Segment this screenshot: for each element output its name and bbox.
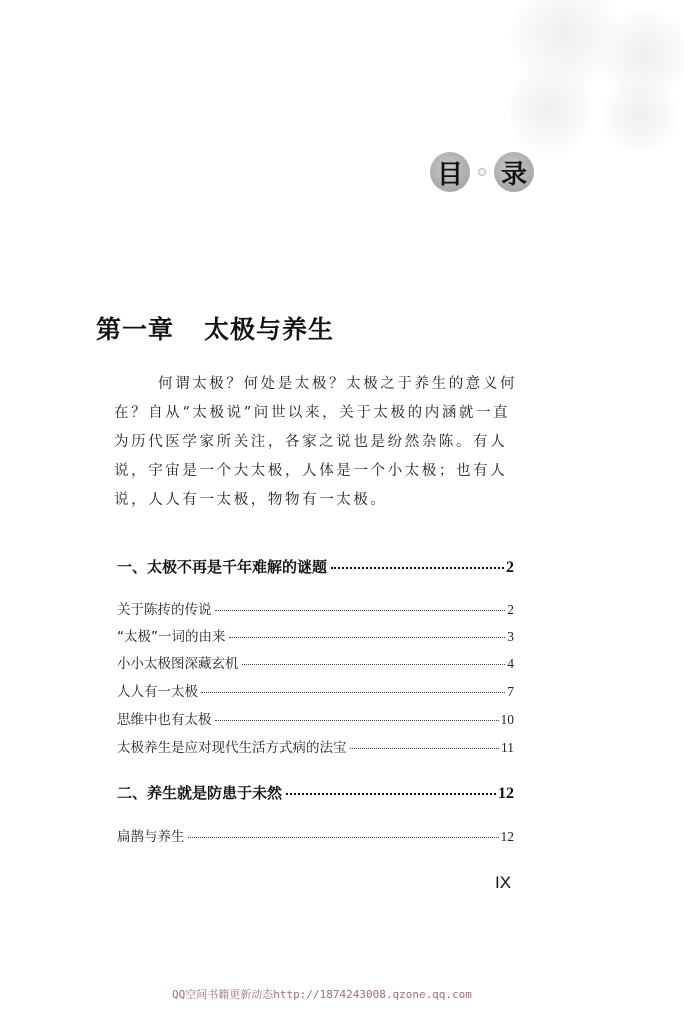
toc-page: 11 — [501, 740, 514, 755]
toc-page: 7 — [507, 684, 514, 699]
decorative-background-pattern — [510, 60, 590, 160]
toc-entry[interactable] — [117, 598, 514, 618]
intro-line: 何谓太极？何处是太极？太极之于养生的意义何 — [158, 376, 518, 392]
toc-label: 太极养生是应对现代生活方式病的法宝 — [117, 740, 347, 756]
intro-line: 在？自从“太极说”问世以来，关于太极的内涵就一直 — [114, 405, 511, 421]
dot-leader — [188, 837, 499, 838]
toc-page: 12 — [500, 829, 514, 844]
dot-leader — [215, 610, 506, 611]
chapter-number: 第一章 — [96, 315, 175, 344]
separator-dot-icon — [478, 168, 486, 176]
toc-page: 2 — [507, 602, 514, 617]
dot-leader — [286, 793, 496, 795]
toc-page: 2 — [506, 559, 514, 576]
toc-label: 一、太极不再是千年难解的谜题 — [117, 558, 328, 576]
toc-entry[interactable] — [117, 708, 514, 728]
dot-leader — [201, 692, 505, 693]
chapter-name: 太极与养生 — [204, 315, 335, 344]
dot-leader — [215, 720, 499, 721]
toc-label: 关于陈抟的传说 — [117, 602, 212, 618]
intro-line: 说，宇宙是一个大太极，人体是一个小太极；也有人 — [114, 463, 508, 479]
dot-leader — [242, 664, 506, 665]
toc-entry[interactable] — [117, 825, 514, 845]
toc-label: 思维中也有太极 — [117, 712, 212, 728]
toc-page: 3 — [507, 629, 514, 644]
toc-label: 二、养生就是防患于未然 — [117, 784, 283, 802]
toc-label: “太极”一词的由来 — [117, 629, 226, 645]
heading-char-circle: 目 — [430, 152, 470, 192]
chapter-intro — [114, 370, 526, 515]
intro-line: 说，人人有一太极，物物有一太极。 — [114, 492, 388, 508]
watermark-link[interactable]: QQ空间书籍更新动态http://1874243008.qzone.qq.com — [172, 988, 472, 1001]
toc-page: 10 — [500, 712, 514, 727]
toc-label: 人人有一太极 — [117, 684, 198, 700]
heading-char-circle: 录 — [494, 152, 534, 192]
toc-page: 4 — [507, 656, 514, 671]
dot-leader — [350, 748, 500, 749]
decorative-background-pattern — [600, 80, 680, 150]
toc-entry[interactable] — [117, 625, 514, 645]
toc-entry[interactable] — [117, 680, 514, 700]
toc-heading — [430, 152, 534, 192]
toc-section[interactable] — [117, 782, 514, 803]
intro-line: 为历代医学家所关注，各家之说也是纷然杂陈。有人 — [114, 434, 508, 450]
toc-entry[interactable] — [117, 736, 514, 756]
toc-entry[interactable] — [117, 652, 514, 672]
dot-leader — [331, 567, 504, 569]
toc-label: 扁鹊与养生 — [117, 829, 185, 845]
toc-label: 小小太极图深藏玄机 — [117, 656, 239, 672]
toc-page: 12 — [498, 785, 514, 802]
page-number: IX — [495, 873, 512, 892]
toc-section[interactable] — [117, 556, 514, 577]
chapter-title — [96, 310, 334, 346]
dot-leader — [229, 637, 506, 638]
